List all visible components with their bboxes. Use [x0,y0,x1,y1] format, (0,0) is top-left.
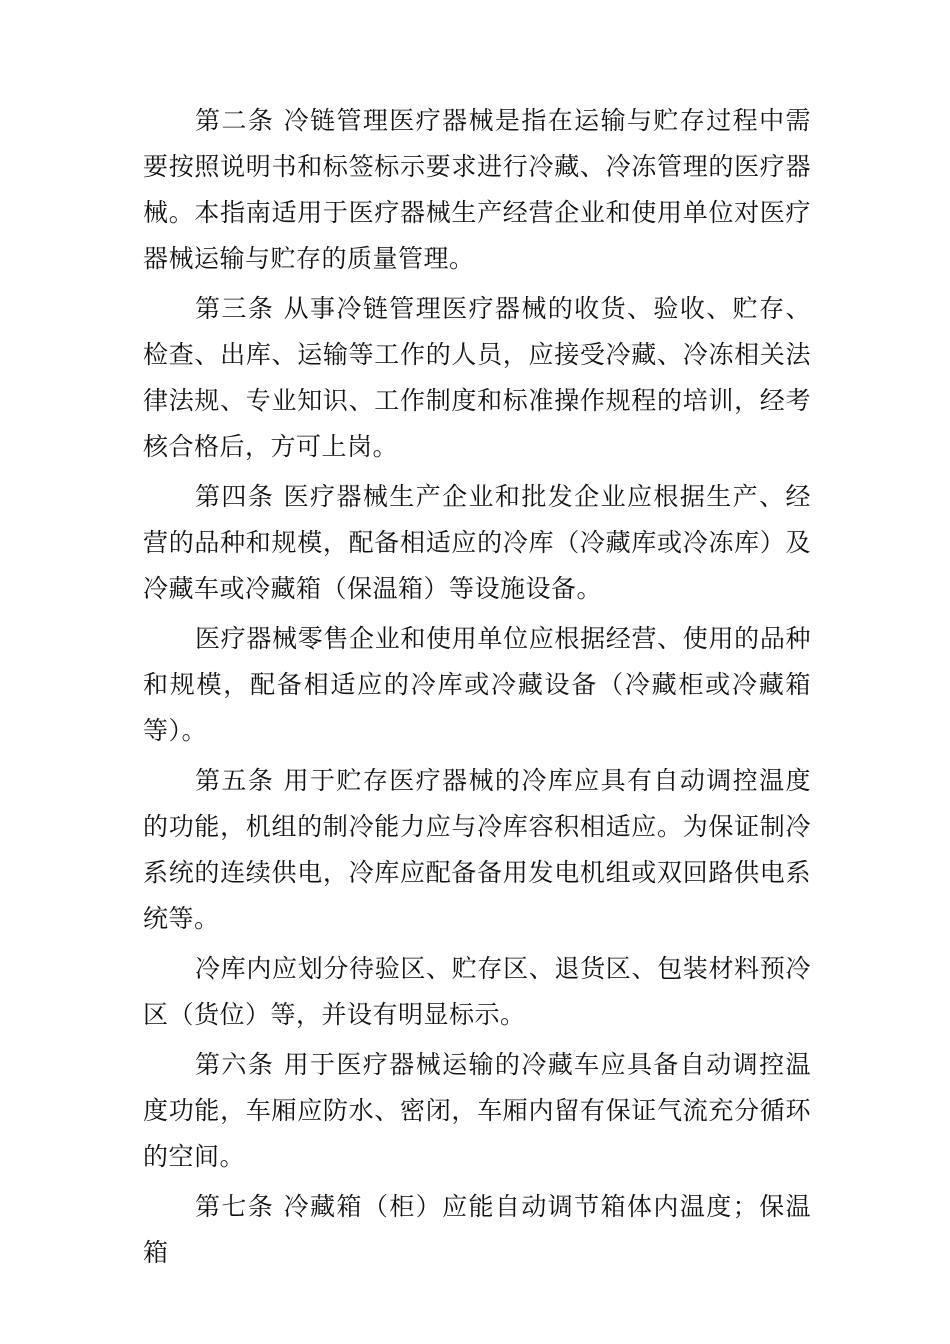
article-4-retail-paragraph: 医疗器械零售企业和使用单位应根据经营、使用的品种和规模，配备相适应的冷库或冷藏设备（冷藏柜或冷藏箱等）。 [143,624,811,745]
article-2-paragraph: 第二条 冷链管理医疗器械是指在运输与贮存过程中需要按照说明书和标签标示要求进行冷藏、冷冻管理的医疗器械。本指南适用于医疗器械生产经营企业和使用单位对医疗器械运输与贮存的质量管理。 [143,106,811,273]
article-7-paragraph: 第七条 冷藏箱（柜）应能自动调节箱体内温度；保温箱 [143,1192,811,1267]
article-4-paragraph: 第四条 医疗器械生产企业和批发企业应根据生产、经营的品种和规模，配备相适应的冷库（冷藏库或冷冻库）及冷藏车或冷藏箱（保温箱）等设施设备。 [143,482,811,603]
article-5-zones-paragraph: 冷库内应划分待验区、贮存区、退货区、包装材料预冷区（货位）等，并设有明显标示。 [143,954,811,1029]
article-6-paragraph: 第六条 用于医疗器械运输的冷藏车应具备自动调控温度功能，车厢应防水、密闭，车厢内留有保证气流充分循环的空间。 [143,1050,811,1171]
article-5-paragraph: 第五条 用于贮存医疗器械的冷库应具有自动调控温度的功能，机组的制冷能力应与冷库容积相适应。为保证制冷系统的连续供电，冷库应配备备用发电机组或双回路供电系统等。 [143,766,811,933]
document-body [143,98,811,1280]
article-3-paragraph: 第三条 从事冷链管理医疗器械的收货、验收、贮存、检查、出库、运输等工作的人员，应接受冷藏、冷冻相关法律法规、专业知识、工作制度和标准操作规程的培训，经考核合格后，方可上岗。 [143,294,811,461]
